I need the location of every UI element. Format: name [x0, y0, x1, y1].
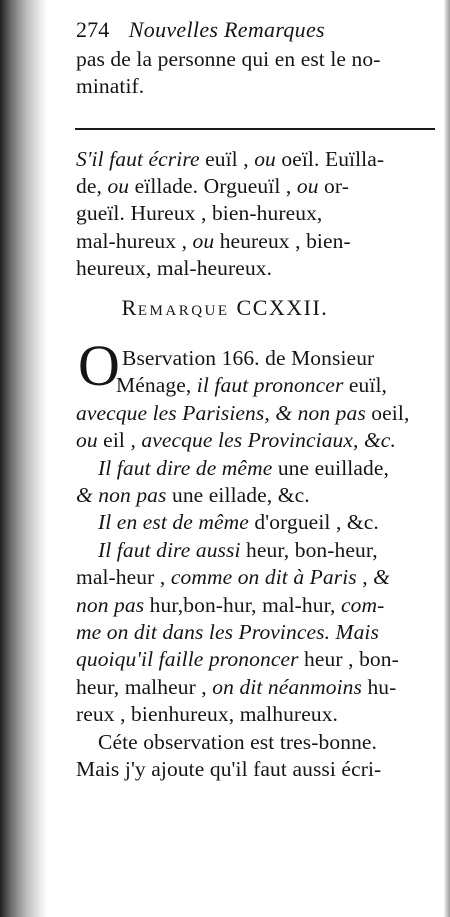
- text-line: [76, 701, 338, 727]
- text-line: [116, 372, 387, 398]
- roman-text: hu-: [361, 675, 397, 699]
- roman-text: Ménage,: [116, 373, 197, 397]
- italic-text: me on dit dans les Provinces. Mais: [76, 620, 379, 644]
- text-line: [76, 255, 272, 281]
- text-line: [98, 729, 377, 755]
- italic-text: ou: [296, 174, 319, 198]
- roman-text: Bservation 166. de Monsieur: [122, 346, 375, 370]
- section-rule: [75, 128, 435, 130]
- roman-text: heur, malheur ,: [76, 675, 213, 699]
- roman-text: d'orgueil , &c.: [248, 510, 379, 534]
- roman-text: euïl ,: [199, 147, 255, 171]
- roman-text: de,: [76, 174, 108, 198]
- roman-text: reux , bienhureux, malhureux.: [76, 702, 339, 726]
- italic-text: ou: [76, 428, 98, 452]
- text-line: [122, 345, 374, 371]
- roman-text: heur , bon-: [298, 647, 399, 671]
- roman-text: heureux , bien-: [214, 229, 351, 253]
- drop-cap: O: [78, 333, 120, 398]
- text-line: [76, 482, 310, 508]
- text-line: [76, 400, 409, 426]
- italic-text: & non pas: [76, 483, 167, 507]
- text-line: [76, 173, 349, 199]
- roman-text: heur, bon-heur,: [240, 538, 378, 562]
- roman-text: oeil,: [365, 401, 410, 425]
- text-line: [76, 564, 390, 590]
- italic-text: ou: [107, 174, 130, 198]
- italic-text: quoiqu'il faille prononcer: [76, 647, 299, 671]
- text-line: [98, 509, 379, 535]
- text-line: [76, 619, 379, 645]
- italic-text: ou: [192, 229, 215, 253]
- roman-text: Mais j'y ajoute qu'il faut aussi écri-: [76, 757, 382, 781]
- italic-text: ou: [254, 147, 276, 171]
- italic-text: com-: [340, 593, 385, 617]
- running-header: [76, 17, 325, 43]
- roman-text: or-: [318, 174, 349, 198]
- italic-text: il faut prononcer: [196, 373, 344, 397]
- text-line: [76, 200, 322, 226]
- roman-text: hur,bon-hur, mal-hur,: [144, 593, 341, 617]
- roman-text: euïl,: [343, 373, 388, 397]
- remark-heading-word: EMARQUE: [137, 303, 230, 319]
- roman-text: mal-hureux ,: [76, 229, 193, 253]
- text-line: [98, 455, 389, 481]
- italic-text: avecque les Parisiens, & non pas: [76, 401, 366, 425]
- text-line: [98, 537, 378, 563]
- roman-text: gueïl. Hureux , bien-hureux,: [76, 201, 323, 225]
- roman-text: heureux, mal-heureux.: [76, 256, 273, 280]
- text-line: [76, 146, 384, 172]
- roman-text: eil ,: [97, 428, 142, 452]
- italic-text: Il faut dire aussi: [98, 538, 241, 562]
- remark-heading-initial: R: [121, 295, 138, 320]
- roman-text: mal-heur ,: [76, 565, 171, 589]
- text-line: pas de la personne qui en est le no-: [76, 47, 381, 71]
- text-line: [76, 427, 396, 453]
- text-line: [76, 674, 396, 700]
- roman-text: oeïl. Euïlla-: [275, 147, 385, 171]
- text-line: minatif.: [76, 74, 145, 98]
- roman-text: une eillade, &c.: [166, 483, 310, 507]
- italic-text: comme on dit à Paris , &: [170, 565, 391, 589]
- italic-text: avecque les Provinciaux, &c.: [141, 428, 396, 452]
- remark-heading-numeral: CCXXII.: [229, 295, 329, 320]
- text-line: [76, 592, 384, 618]
- page-number: 274: [76, 17, 110, 42]
- text-line: [76, 646, 399, 672]
- text-line: [76, 756, 381, 782]
- italic-text: S'il faut écrire: [76, 147, 200, 171]
- roman-text: eïllade. Orgueuïl ,: [129, 174, 297, 198]
- roman-text: Céte observation est tres-bonne.: [98, 730, 378, 754]
- roman-text: une euillade,: [272, 456, 389, 480]
- italic-text: Il en est de même: [98, 510, 249, 534]
- italic-text: on dit néanmoins: [212, 675, 362, 699]
- text-line: [76, 228, 351, 254]
- italic-text: non pas: [76, 593, 145, 617]
- remark-heading: [0, 295, 450, 321]
- running-title: Nouvelles Remarques: [128, 17, 325, 42]
- italic-text: Il faut dire de même: [98, 456, 273, 480]
